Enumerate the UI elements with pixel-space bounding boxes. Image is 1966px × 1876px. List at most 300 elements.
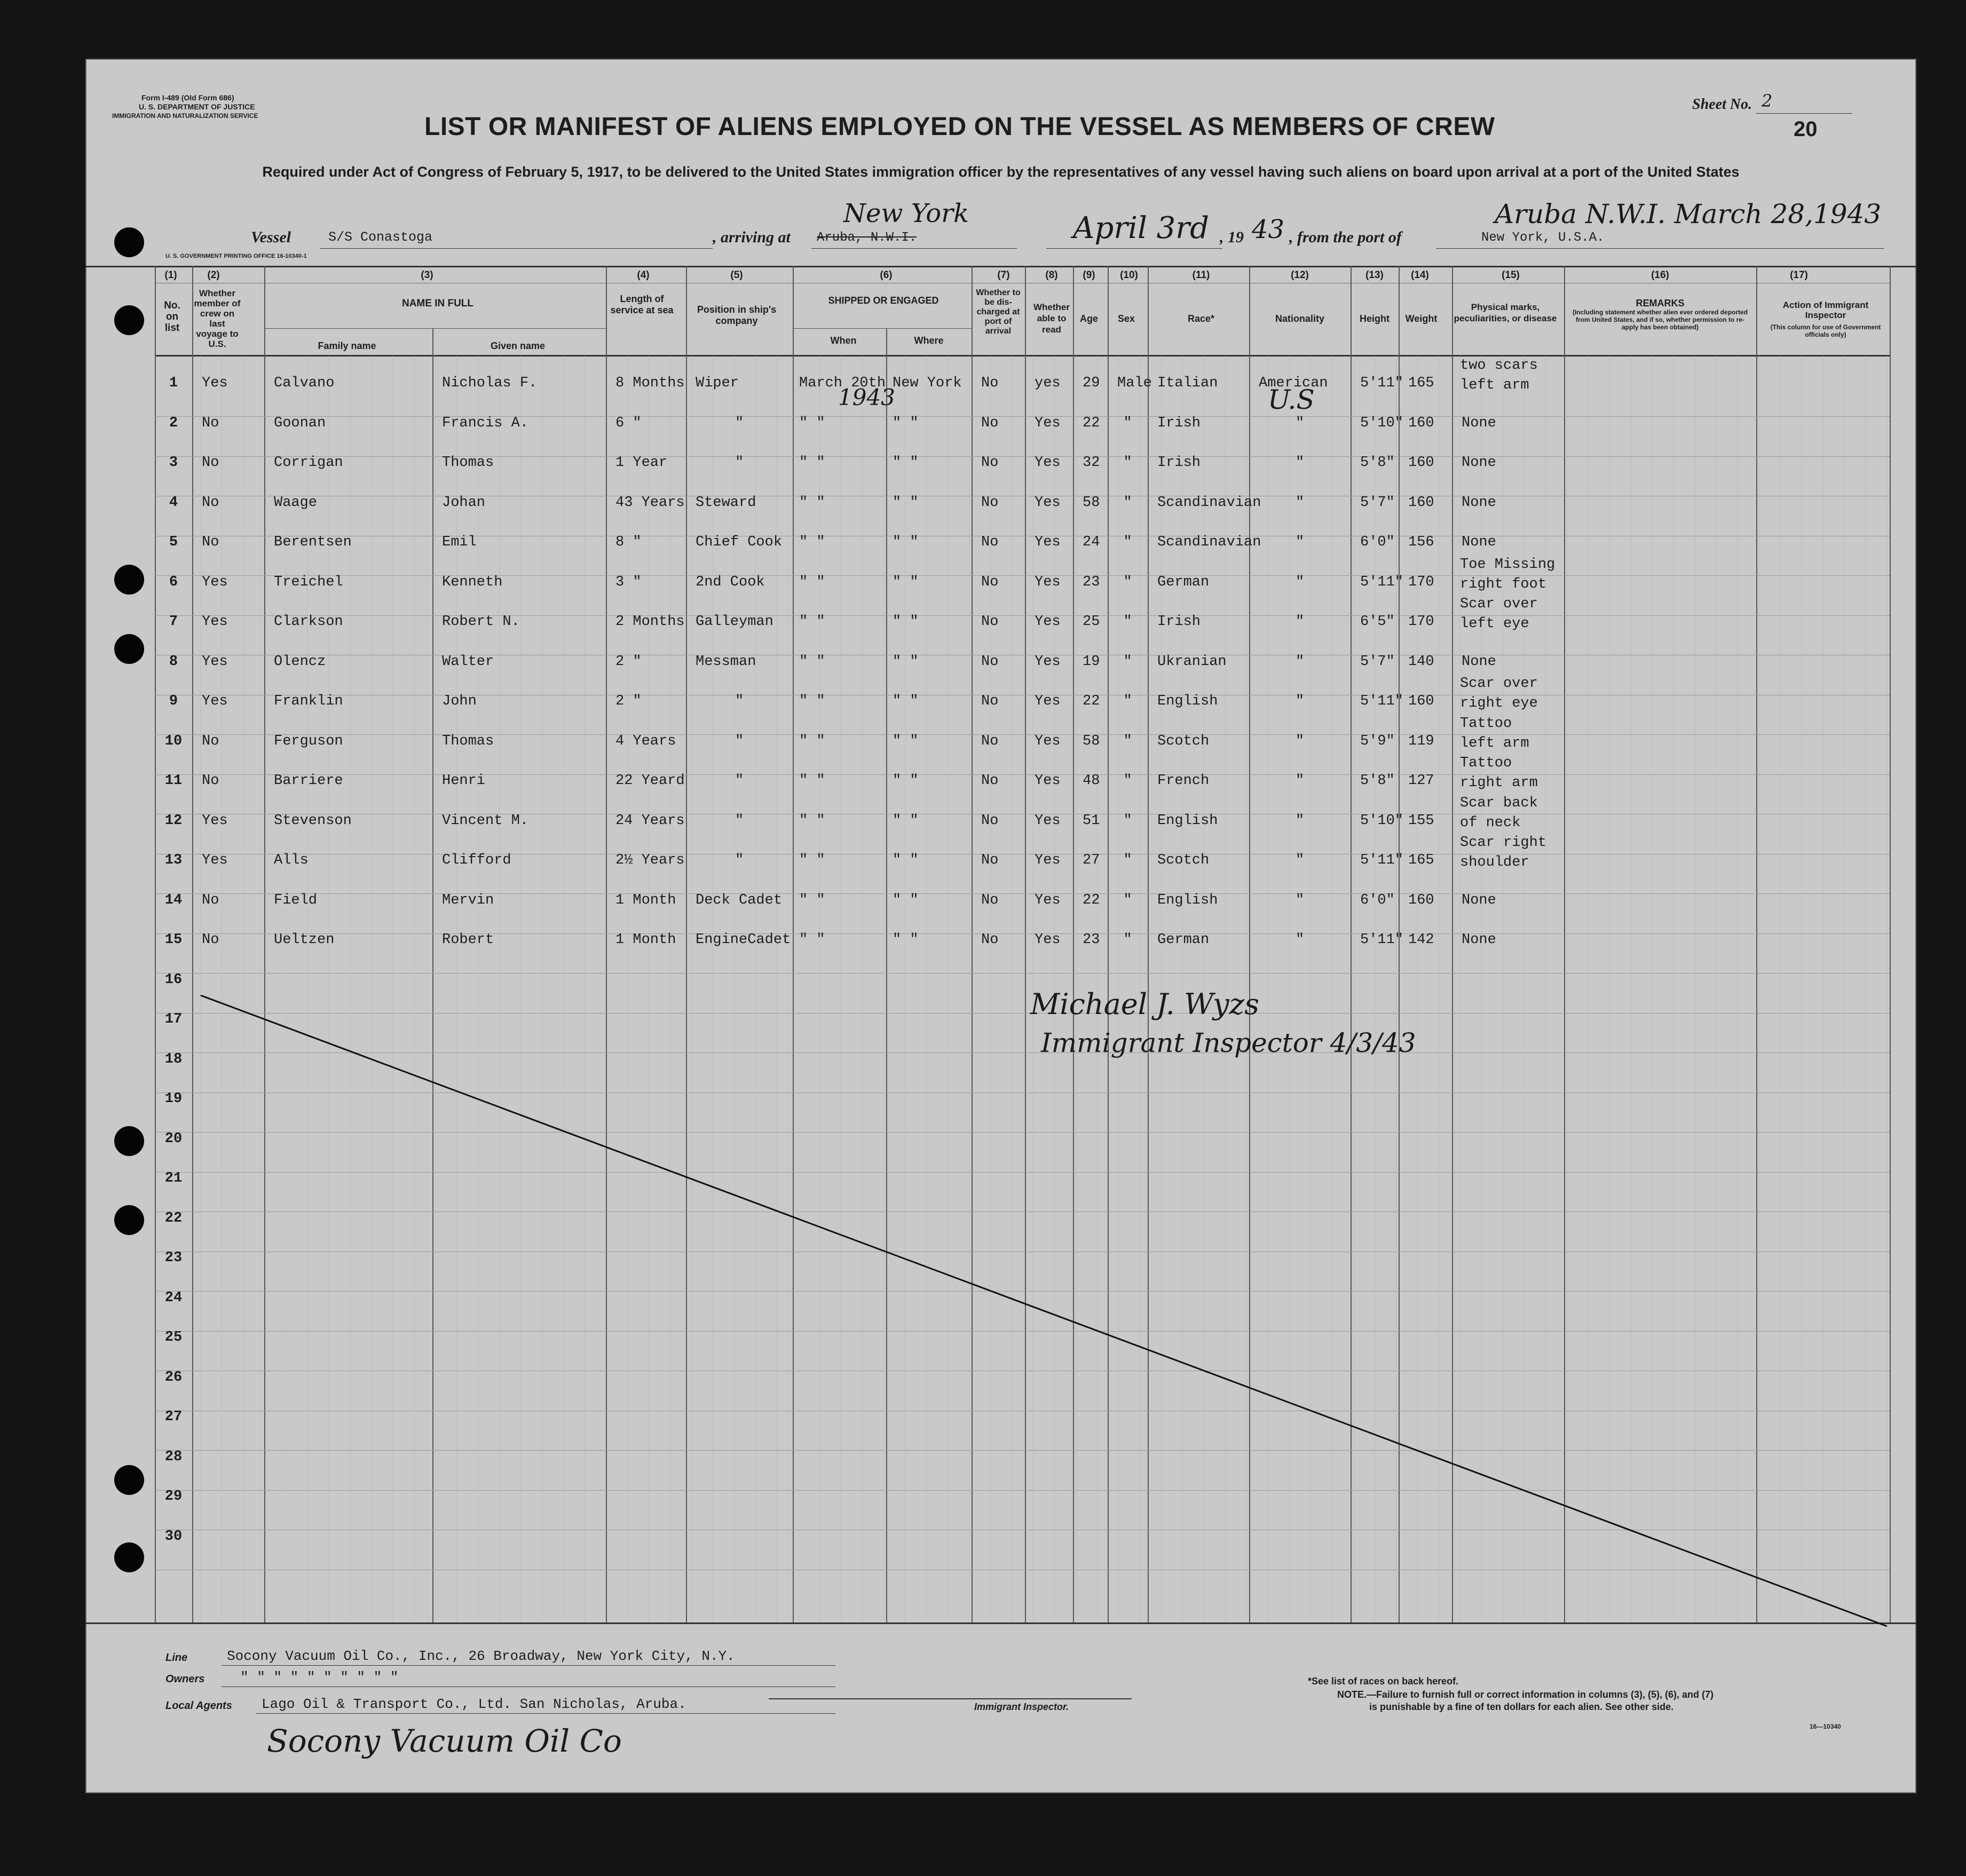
- cell-position: ": [735, 415, 744, 431]
- header-shipped-engaged: SHIPPED OR ENGAGED: [828, 295, 939, 306]
- cell-family: Berentsen: [274, 534, 352, 550]
- arrival-date: April 3rd: [1073, 211, 1209, 246]
- cell-service: 1 Month: [615, 932, 676, 948]
- cell-marks: two scars left arm: [1460, 358, 1538, 393]
- cell-nationality: ": [1296, 812, 1305, 829]
- cell-discharged: No: [981, 375, 999, 391]
- cell-race: Irish: [1157, 415, 1201, 431]
- cell-last-voyage: Yes: [202, 693, 228, 709]
- cell-where: " ": [893, 892, 919, 908]
- cell-no: 5: [169, 534, 178, 550]
- cell-age: 23: [1083, 932, 1100, 948]
- cell-height: 5'11": [1360, 574, 1404, 590]
- header-action-note: (This column for use of Government officials only): [1770, 323, 1881, 338]
- cell-read: Yes: [1035, 693, 1061, 709]
- cell-given: Robert: [442, 932, 494, 948]
- nationality-annotation: U.S: [1268, 384, 1315, 415]
- department-name: U. S. DEPARTMENT OF JUSTICE: [139, 102, 255, 111]
- cell-discharged: No: [981, 932, 999, 948]
- cell-weight: 140: [1408, 653, 1434, 670]
- col-num-17: (17): [1790, 270, 1808, 281]
- cell-race: English: [1157, 892, 1218, 908]
- cell-height: 6'0": [1360, 892, 1395, 908]
- cell-no: 4: [169, 494, 178, 511]
- cell-read: Yes: [1035, 455, 1061, 471]
- cell-no: 8: [169, 653, 178, 670]
- cell-no: 10: [164, 733, 183, 749]
- cell-weight: 127: [1408, 773, 1434, 789]
- cell-family: Stevenson: [274, 812, 352, 829]
- cancel-diagonal-line: [85, 59, 1916, 1793]
- cell-service: 1 Year: [615, 455, 668, 471]
- cell-position: Wiper: [696, 375, 739, 391]
- service-name: IMMIGRATION AND NATURALIZATION SERVICE: [112, 112, 258, 120]
- cell-last-voyage: No: [202, 455, 219, 471]
- cell-given: Mervin: [442, 892, 494, 908]
- cell-race: French: [1157, 773, 1210, 789]
- header-remarks: REMARKS: [1636, 298, 1685, 308]
- cell-weight: 170: [1408, 574, 1434, 590]
- cell-marks: Toe Missing right foot: [1460, 556, 1556, 592]
- cell-marks: Scar over right eye: [1460, 676, 1538, 711]
- cell-where: " ": [893, 653, 919, 670]
- col-num-14: (14): [1411, 270, 1429, 281]
- cell-position: Messman: [696, 653, 756, 670]
- cell-family: Alls: [274, 852, 309, 868]
- cell-last-voyage: No: [202, 534, 219, 550]
- inspector-sign-label: Immigrant Inspector.: [974, 1701, 1069, 1712]
- header-nationality: Nationality: [1275, 313, 1324, 324]
- owners-label: Owners: [165, 1673, 205, 1685]
- page-subtitle: Required under Act of Congress of February 5, 1917, to be delivered to the United States immigration officer by the representatives of any vessel having such aliens on board upon arrival at a port of the United States: [262, 164, 1740, 180]
- cell-weight: 165: [1408, 852, 1434, 868]
- cell-weight: 170: [1408, 614, 1434, 630]
- cell-last-voyage: Yes: [202, 812, 228, 829]
- note-line-2: is punishable by a fine of ten dollars for each alien. See other side.: [1369, 1701, 1674, 1712]
- cell-height: 6'5": [1360, 614, 1395, 630]
- cell-discharged: No: [981, 812, 999, 829]
- cell-weight: 160: [1408, 892, 1434, 908]
- cell-last-voyage: Yes: [202, 375, 228, 391]
- cell-family: Olencz: [274, 653, 326, 670]
- cell-last-voyage: Yes: [202, 574, 228, 590]
- cell-position: ": [735, 812, 744, 829]
- cell-last-voyage: No: [202, 415, 219, 431]
- cell-family: Waage: [274, 494, 318, 511]
- cell-weight: 160: [1408, 494, 1434, 511]
- cell-age: 58: [1083, 733, 1100, 749]
- punch-hole: [114, 1126, 144, 1156]
- header-where: Where: [914, 335, 944, 346]
- cell-last-voyage: Yes: [202, 852, 228, 868]
- cell-where: " ": [893, 494, 919, 511]
- cell-where: " ": [893, 773, 919, 789]
- cell-family: Barriere: [274, 773, 343, 789]
- cell-read: Yes: [1035, 653, 1061, 670]
- cell-family: Calvano: [274, 375, 335, 391]
- cell-discharged: No: [981, 733, 999, 749]
- col-num-13: (13): [1365, 270, 1384, 281]
- cell-sex: ": [1123, 892, 1132, 908]
- agent-hand-signature: Socony Vacuum Oil Co: [267, 1723, 622, 1759]
- cell-nationality: ": [1296, 773, 1305, 789]
- empty-row-number: 19: [164, 1091, 183, 1107]
- cell-nationality: ": [1296, 494, 1305, 511]
- cell-race: English: [1157, 693, 1218, 709]
- punch-hole: [114, 1465, 144, 1495]
- cell-sex: ": [1123, 733, 1132, 749]
- cell-service: 8 ": [615, 534, 642, 550]
- cell-position: Chief Cook: [696, 534, 783, 550]
- cell-sex: ": [1123, 614, 1132, 630]
- race-note: *See list of races on back hereof.: [1308, 1676, 1459, 1687]
- empty-row-number: 29: [164, 1489, 183, 1505]
- punch-hole: [114, 634, 144, 664]
- cell-discharged: No: [981, 534, 999, 550]
- cell-no: 12: [164, 812, 183, 829]
- from-port-handwritten: Aruba N.W.I. March 28,1943: [1495, 199, 1882, 229]
- cell-nationality: ": [1296, 455, 1305, 471]
- cell-service: 2 ": [615, 653, 642, 670]
- col-num-8: (8): [1045, 270, 1058, 281]
- header-name-in-full: NAME IN FULL: [401, 298, 474, 309]
- cell-discharged: No: [981, 892, 999, 908]
- arriving-typed: Aruba, N.W.I.: [817, 231, 917, 245]
- cell-read: yes: [1035, 375, 1061, 391]
- cell-discharged: No: [981, 415, 999, 431]
- cell-service: 3 ": [615, 574, 642, 590]
- cell-read: Yes: [1035, 892, 1061, 908]
- cell-race: German: [1157, 932, 1210, 948]
- cell-position: 2nd Cook: [696, 574, 765, 590]
- cell-nationality: ": [1296, 733, 1305, 749]
- cell-height: 5'11": [1360, 932, 1404, 948]
- cell-height: 5'11": [1360, 375, 1404, 391]
- cell-sex: ": [1123, 455, 1132, 471]
- cell-given: Francis A.: [442, 415, 529, 431]
- empty-row-number: 25: [164, 1329, 183, 1345]
- cell-marks: None: [1462, 892, 1496, 908]
- cell-age: 24: [1083, 534, 1100, 550]
- cell-height: 6'0": [1360, 534, 1395, 550]
- cell-family: Corrigan: [274, 455, 343, 471]
- cell-where: " ": [893, 932, 919, 948]
- cell-service: 22 Yeard: [615, 773, 685, 789]
- printing-office-line: U. S. GOVERNMENT PRINTING OFFICE 16-10340-1: [165, 253, 307, 259]
- empty-row-number: 28: [164, 1448, 183, 1465]
- cell-last-voyage: No: [202, 494, 219, 511]
- cell-weight: 119: [1408, 733, 1434, 749]
- header-able-to-read: Whether able to read: [1033, 302, 1070, 335]
- cell-read: Yes: [1035, 773, 1061, 789]
- inspector-sign-line: [769, 1698, 1132, 1699]
- vessel-name: S/S Conastoga: [328, 229, 433, 245]
- cell-age: 51: [1083, 812, 1100, 829]
- empty-row-number: 21: [164, 1170, 183, 1186]
- header-when: When: [830, 335, 857, 346]
- cell-race: Scandinavian: [1157, 534, 1261, 550]
- cell-last-voyage: No: [202, 892, 219, 908]
- punch-hole: [114, 1205, 144, 1235]
- cell-last-voyage: Yes: [202, 653, 228, 670]
- cell-no: 9: [169, 693, 178, 709]
- cell-service: 43 Years: [615, 494, 685, 511]
- col-num-6: (6): [880, 270, 893, 281]
- arriving-label: , arriving at: [713, 228, 791, 246]
- cell-sex: ": [1123, 415, 1132, 431]
- cell-nationality: ": [1296, 415, 1305, 431]
- cell-discharged: No: [981, 455, 999, 471]
- cell-age: 19: [1083, 653, 1100, 670]
- from-port-label: , from the port of: [1289, 228, 1402, 246]
- cell-sex: ": [1123, 812, 1132, 829]
- cell-discharged: No: [981, 773, 999, 789]
- note-line-1: NOTE.—Failure to furnish full or correct information in columns (3), (5), (6), and (7): [1337, 1689, 1714, 1700]
- header-given-name: Given name: [490, 341, 546, 351]
- cell-nationality: ": [1296, 534, 1305, 550]
- cell-read: Yes: [1035, 415, 1061, 431]
- cell-family: Ueltzen: [274, 932, 335, 948]
- cell-position: ": [735, 733, 744, 749]
- cell-nationality: ": [1296, 653, 1305, 670]
- cell-height: 5'11": [1360, 693, 1404, 709]
- cell-height: 5'11": [1360, 852, 1404, 868]
- cell-marks: Scar over left eye: [1460, 596, 1538, 632]
- cell-position: ": [735, 852, 744, 868]
- cell-family: Clarkson: [274, 614, 343, 630]
- cell-given: Johan: [442, 494, 486, 511]
- cell-no: 15: [164, 932, 183, 948]
- cell-where: " ": [893, 415, 919, 431]
- cell-service: 4 Years: [615, 733, 676, 749]
- col-num-1: (1): [164, 270, 177, 281]
- cell-when: " ": [799, 773, 825, 789]
- cell-height: 5'7": [1360, 494, 1395, 511]
- cell-nationality: ": [1296, 693, 1305, 709]
- cell-service: 1 Month: [615, 892, 676, 908]
- line-label: Line: [165, 1652, 188, 1664]
- cell-sex: ": [1123, 574, 1132, 590]
- cell-no: 2: [169, 415, 178, 431]
- cell-last-voyage: No: [202, 932, 219, 948]
- cell-discharged: No: [981, 693, 999, 709]
- cell-race: Ukranian: [1157, 653, 1227, 670]
- empty-row-number: 24: [164, 1289, 183, 1306]
- cell-service: 24 Years: [615, 812, 685, 829]
- cell-read: Yes: [1035, 614, 1061, 630]
- cell-sex: ": [1123, 693, 1132, 709]
- cell-weight: 156: [1408, 534, 1434, 550]
- cell-nationality: ": [1296, 614, 1305, 630]
- cell-given: Emil: [442, 534, 477, 550]
- cell-age: 58: [1083, 494, 1100, 511]
- header-weight: Weight: [1405, 313, 1438, 324]
- cell-nationality: ": [1296, 932, 1305, 948]
- cell-read: Yes: [1035, 812, 1061, 829]
- cell-sex: ": [1123, 852, 1132, 868]
- cell-age: 23: [1083, 574, 1100, 590]
- empty-row-number: 30: [164, 1528, 183, 1545]
- cell-discharged: No: [981, 494, 999, 511]
- year-prefix: , 19: [1220, 228, 1244, 246]
- cell-when: " ": [799, 693, 825, 709]
- cell-family: Field: [274, 892, 318, 908]
- empty-row-number: 22: [164, 1210, 183, 1226]
- cell-race: Scotch: [1157, 852, 1210, 868]
- cell-last-voyage: Yes: [202, 614, 228, 630]
- cell-when: March 20th: [799, 375, 886, 391]
- cell-race: English: [1157, 812, 1218, 829]
- cell-when: " ": [799, 892, 825, 908]
- cell-weight: 160: [1408, 693, 1434, 709]
- cell-where: " ": [893, 455, 919, 471]
- cell-race: German: [1157, 574, 1210, 590]
- cell-where: " ": [893, 574, 919, 590]
- from-port-typed: New York, U.S.A.: [1481, 231, 1605, 245]
- cell-family: Treichel: [274, 574, 343, 590]
- manifest-sheet: [85, 59, 1916, 1793]
- cell-position: ": [735, 773, 744, 789]
- empty-row-number: 27: [164, 1409, 183, 1425]
- cell-nationality: American: [1259, 375, 1328, 391]
- empty-row-number: 16: [164, 971, 183, 988]
- sheet-label: Sheet No.: [1692, 96, 1752, 113]
- cell-marks: None: [1462, 415, 1496, 431]
- form-number: Form I-489 (Old Form 686): [141, 93, 234, 102]
- cell-where: " ": [893, 812, 919, 829]
- header-position: Position in ship's company: [697, 304, 777, 326]
- cell-height: 5'8": [1360, 455, 1395, 471]
- cell-marks: None: [1462, 455, 1496, 471]
- arrival-year: 43: [1252, 215, 1285, 244]
- cell-race: Italian: [1157, 375, 1218, 391]
- empty-row-number: 18: [164, 1051, 183, 1067]
- cell-marks: None: [1462, 534, 1496, 550]
- form-code: 16—10340: [1810, 1723, 1841, 1730]
- cell-discharged: No: [981, 852, 999, 868]
- cell-discharged: No: [981, 653, 999, 670]
- cell-age: 27: [1083, 852, 1100, 868]
- cell-family: Goonan: [274, 415, 326, 431]
- page-title: LIST OR MANIFEST OF ALIENS EMPLOYED ON THE VESSEL AS MEMBERS OF CREW: [424, 113, 1495, 141]
- cell-no: 11: [164, 773, 183, 789]
- cell-sex: ": [1123, 932, 1132, 948]
- cell-sex: ": [1123, 653, 1132, 670]
- arriving-handwritten: New York: [843, 199, 969, 228]
- cell-given: Vincent M.: [442, 812, 529, 829]
- cell-where: " ": [893, 614, 919, 630]
- header-physical-marks: Physical marks, peculiarities, or disease: [1454, 302, 1557, 323]
- header-action: Action of Immigrant Inspector: [1782, 300, 1869, 320]
- cell-nationality: ": [1296, 892, 1305, 908]
- cell-nationality: ": [1296, 852, 1305, 868]
- header-discharged: Whether to be dis- charged at port of arrival: [976, 288, 1021, 336]
- cell-height: 5'10": [1360, 812, 1404, 829]
- cell-marks: None: [1462, 653, 1496, 670]
- agents-value: Lago Oil & Transport Co., Ltd. San Nicholas, Aruba.: [262, 1696, 686, 1712]
- cell-marks: Scar back of neck: [1460, 795, 1538, 831]
- col-num-16: (16): [1651, 270, 1669, 281]
- cell-marks: Scar right shoulder: [1460, 835, 1547, 870]
- cell-read: Yes: [1035, 574, 1061, 590]
- sheet-number: 2: [1762, 91, 1773, 111]
- owners-value: " " " " " " " " " ": [240, 1669, 399, 1685]
- agents-underline: [256, 1713, 835, 1714]
- cell-position: ": [735, 693, 744, 709]
- cell-given: Kenneth: [442, 574, 503, 590]
- cell-where: " ": [893, 534, 919, 550]
- cell-age: 32: [1083, 455, 1100, 471]
- header-age: Age: [1079, 313, 1098, 324]
- cell-marks: Tattoo right arm: [1460, 755, 1538, 791]
- cell-no: 14: [164, 892, 183, 908]
- cell-no: 1: [169, 375, 178, 391]
- cell-sex: ": [1123, 494, 1132, 511]
- cell-age: 22: [1083, 892, 1100, 908]
- cell-position: ": [735, 455, 744, 471]
- empty-row-number: 23: [164, 1250, 183, 1266]
- col-num-15: (15): [1502, 270, 1520, 281]
- cell-race: Irish: [1157, 614, 1201, 630]
- cell-sex: ": [1123, 773, 1132, 789]
- col-num-4: (4): [637, 270, 650, 281]
- year-annotation: 1943: [838, 384, 895, 410]
- col-num-12: (12): [1291, 270, 1309, 281]
- cell-when: " ": [799, 733, 825, 749]
- cell-read: Yes: [1035, 534, 1061, 550]
- cell-marks: None: [1462, 494, 1496, 511]
- cell-no: 3: [169, 455, 178, 471]
- cell-last-voyage: No: [202, 773, 219, 789]
- punch-hole: [114, 1542, 144, 1572]
- col-num-2: (2): [207, 270, 220, 281]
- cell-height: 5'8": [1360, 773, 1395, 789]
- cell-when: " ": [799, 534, 825, 550]
- cell-where: " ": [893, 852, 919, 868]
- header-family-name: Family name: [318, 341, 376, 351]
- cell-height: 5'10": [1360, 415, 1404, 431]
- cell-service: 8 Months: [615, 375, 685, 391]
- cell-given: Thomas: [442, 455, 494, 471]
- cell-service: 6 ": [615, 415, 642, 431]
- cell-sex: Male: [1117, 375, 1152, 391]
- inspector-title-date: Immigrant Inspector 4/3/43: [1041, 1027, 1416, 1058]
- cell-given: John: [442, 693, 477, 709]
- col-num-11: (11): [1192, 270, 1210, 281]
- cell-when: " ": [799, 812, 825, 829]
- cell-race: Irish: [1157, 455, 1201, 471]
- cell-when: " ": [799, 932, 825, 948]
- cell-family: Franklin: [274, 693, 343, 709]
- cell-when: " ": [799, 455, 825, 471]
- empty-row-number: 20: [164, 1130, 183, 1147]
- cell-age: 22: [1083, 415, 1100, 431]
- inspector-signature: Michael J. Wyzs: [1030, 987, 1259, 1021]
- vessel-label: Vessel: [251, 228, 291, 246]
- empty-row-number: 26: [164, 1369, 183, 1386]
- cell-age: 22: [1083, 693, 1100, 709]
- cell-position: Galleyman: [696, 614, 773, 630]
- cell-age: 29: [1083, 375, 1100, 391]
- cell-read: Yes: [1035, 932, 1061, 948]
- col-num-5: (5): [730, 270, 743, 281]
- cell-weight: 142: [1408, 932, 1434, 948]
- cell-discharged: No: [981, 614, 999, 630]
- cell-when: " ": [799, 574, 825, 590]
- col-num-3: (3): [421, 270, 433, 281]
- cell-family: Ferguson: [274, 733, 343, 749]
- cell-service: 2 Months: [615, 614, 685, 630]
